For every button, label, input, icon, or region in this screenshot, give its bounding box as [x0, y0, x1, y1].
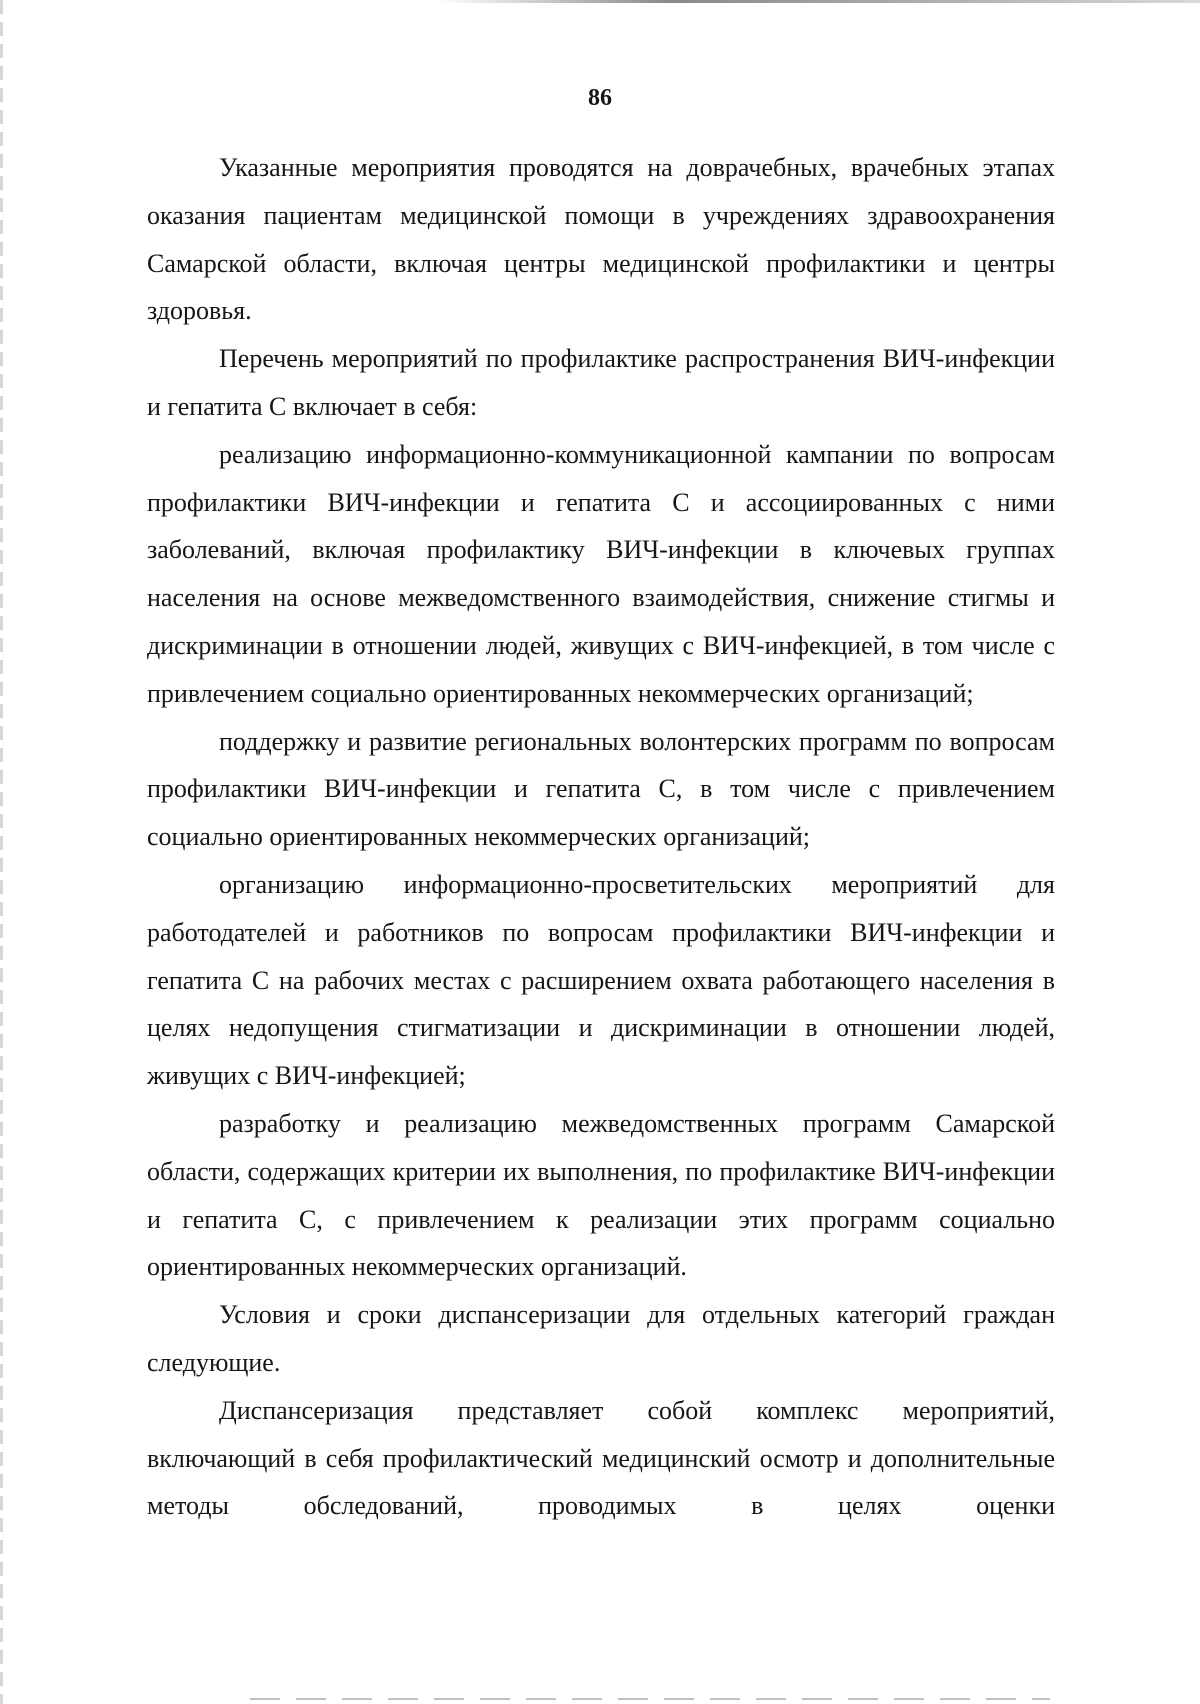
- paragraph-workplace-education: организацию информационно-просветительских мероприятий для работодателей и работников по вопросам профилактики ВИЧ-инфекции и гепатита С на рабочих местах с расширением охвата работающего населения в целях недопущения стигматизации и дискриминации в отношении людей, живущих с ВИЧ-инфекцией;: [147, 869, 1055, 1091]
- scan-edge-left: [0, 0, 3, 1704]
- paragraph-interagency-programs: разработку и реализацию межведомственных программ Самарской области, содержащих критерии их выполнения, по профилактике ВИЧ-инфекции и гепатита С, с привлечением к реализации этих программ социально ориентированных некоммерческих организаций.: [147, 1108, 1055, 1282]
- scan-edge-top: [440, 0, 1200, 3]
- paragraph-measures-list-intro: Перечень мероприятий по профилактике распространения ВИЧ-инфекции и гепатита С включает в себя:: [147, 344, 1055, 421]
- paragraph-info-campaign: реализацию информационно-коммуникационной кампании по вопросам профилактики ВИЧ-инфекции и гепатита С и ассоциированных с ними заболеваний, включая профилактику ВИЧ-инфекции в ключевых группах населения на основе межведомственного взаимодействия, снижение стигмы и дискриминации в отношении людей, живущих с ВИЧ-инфекцией, в том числе с привлечением социально ориентированных некоммерческих организаций;: [147, 439, 1055, 708]
- paragraph-measures-stages: Указанные мероприятия проводятся на доврачебных, врачебных этапах оказания пациентам медицинской помощи в учреждениях здравоохранения Самарской области, включая центры медицинской профилактики и центры здоровья.: [147, 153, 1055, 326]
- document-body: [147, 144, 1055, 1530]
- scan-edge-bottom: [250, 1698, 1050, 1700]
- paragraph-screening-definition: Диспансеризация представляет собой комплекс мероприятий, включающий в себя профилактический медицинский осмотр и дополнительные методы обследований, проводимых в целях оценки: [147, 1395, 1055, 1521]
- page-number: 86: [588, 85, 612, 111]
- paragraph-screening-conditions: Условия и сроки диспансеризации для отдельных категорий граждан следующие.: [147, 1300, 1055, 1377]
- paragraph-volunteer-programs: поддержку и развитие региональных волонтерских программ по вопросам профилактики ВИЧ-инфекции и гепатита С, в том числе с привлечением социально ориентированных некоммерческих организаций;: [147, 726, 1055, 852]
